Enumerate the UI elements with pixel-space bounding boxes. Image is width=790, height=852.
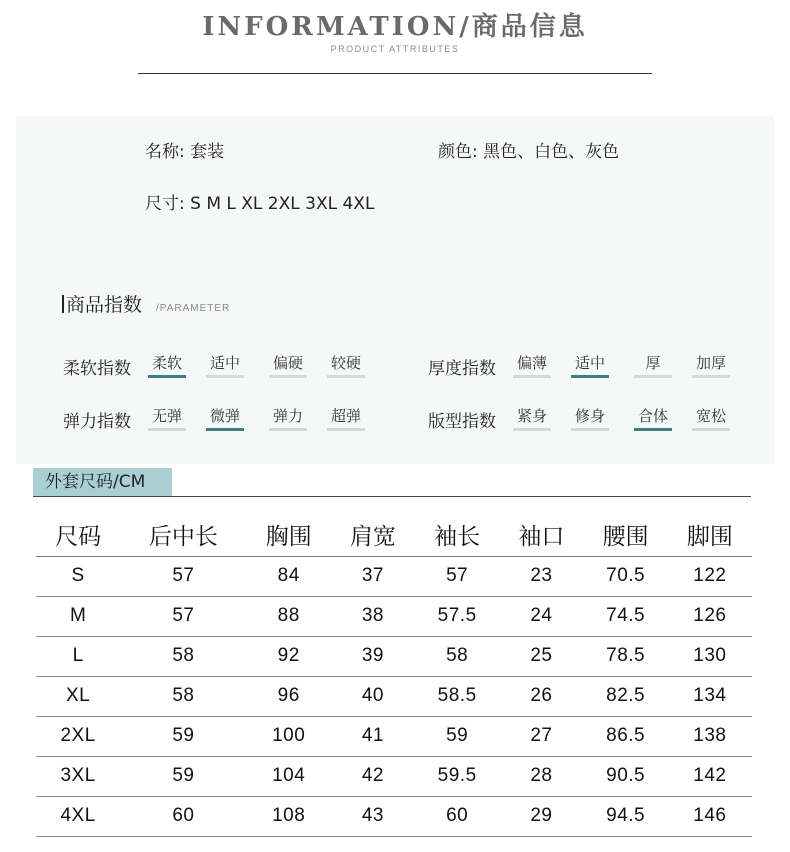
attr-color-label: 颜色: xyxy=(438,142,478,162)
table-cell: XL xyxy=(36,676,120,716)
table-cell: 70.5 xyxy=(584,556,668,596)
param-option: 适中 xyxy=(206,352,244,376)
table-row xyxy=(36,756,752,796)
table-cell: 58 xyxy=(120,636,246,676)
column-header: 袖长 xyxy=(415,514,499,556)
table-cell: 27 xyxy=(499,716,583,756)
attr-name xyxy=(145,137,224,162)
param-option: 偏硬 xyxy=(269,352,307,376)
param-option: 合体 xyxy=(634,405,672,429)
table-cell: 57 xyxy=(415,556,499,596)
table-row xyxy=(36,596,752,636)
table-cell: 38 xyxy=(331,596,415,636)
attr-name-value: 套装 xyxy=(190,142,225,162)
table-cell: 92 xyxy=(247,636,331,676)
column-header: 尺码 xyxy=(36,514,120,556)
table-cell: M xyxy=(36,596,120,636)
column-header: 袖口 xyxy=(499,514,583,556)
attr-color xyxy=(438,137,619,162)
attr-color-value: 黑色、白色、灰色 xyxy=(483,142,620,162)
param-option: 柔软 xyxy=(148,352,186,376)
table-cell: 3XL xyxy=(36,756,120,796)
table-row xyxy=(36,716,752,756)
table-cell: 2XL xyxy=(36,716,120,756)
table-cell: 146 xyxy=(668,796,752,836)
table-cell: 59.5 xyxy=(415,756,499,796)
table-cell: 134 xyxy=(668,676,752,716)
table-row xyxy=(36,636,752,676)
table-cell: 37 xyxy=(331,556,415,596)
table-cell: 25 xyxy=(499,636,583,676)
parameter-subtitle: /PARAMETER xyxy=(156,303,231,314)
param-option: 偏薄 xyxy=(513,352,551,376)
column-header: 脚围 xyxy=(668,514,752,556)
table-cell: 90.5 xyxy=(584,756,668,796)
column-header: 胸围 xyxy=(247,514,331,556)
table-cell: 86.5 xyxy=(584,716,668,756)
table-cell: 126 xyxy=(668,596,752,636)
param-option: 弹力 xyxy=(269,405,307,429)
table-cell: 59 xyxy=(120,716,246,756)
attr-size xyxy=(145,189,374,214)
table-cell: 88 xyxy=(247,596,331,636)
table-cell: 100 xyxy=(247,716,331,756)
param-label-fit: 版型指数 xyxy=(428,412,496,432)
table-cell: 138 xyxy=(668,716,752,756)
table-cell: 24 xyxy=(499,596,583,636)
table-cell: 94.5 xyxy=(584,796,668,836)
table-cell: 40 xyxy=(331,676,415,716)
table-row xyxy=(36,556,752,596)
param-option: 紧身 xyxy=(513,405,551,429)
column-header: 肩宽 xyxy=(331,514,415,556)
section-subtitle: PRODUCT ATTRIBUTES xyxy=(330,44,460,54)
table-cell: 122 xyxy=(668,556,752,596)
param-label-elasticity: 弹力指数 xyxy=(63,412,131,432)
parameter-heading xyxy=(62,290,230,317)
attr-size-label: 尺寸: xyxy=(145,194,185,214)
table-cell: 104 xyxy=(247,756,331,796)
table-cell: 42 xyxy=(331,756,415,796)
table-cell: S xyxy=(36,556,120,596)
table-cell: L xyxy=(36,636,120,676)
table-cell: 58 xyxy=(415,636,499,676)
table-cell: 58 xyxy=(120,676,246,716)
table-cell: 74.5 xyxy=(584,596,668,636)
table-cell: 58.5 xyxy=(415,676,499,716)
param-label-thickness: 厚度指数 xyxy=(428,359,496,379)
size-table xyxy=(36,514,752,837)
table-cell: 108 xyxy=(247,796,331,836)
size-chart-title: 外套尺码/CM xyxy=(33,468,172,497)
param-option: 宽松 xyxy=(692,405,730,429)
attr-size-value: S M L XL 2XL 3XL 4XL xyxy=(190,194,375,214)
table-cell: 96 xyxy=(247,676,331,716)
table-cell: 41 xyxy=(331,716,415,756)
table-cell: 23 xyxy=(499,556,583,596)
table-cell: 4XL xyxy=(36,796,120,836)
size-chart-divider xyxy=(33,496,751,497)
table-cell: 59 xyxy=(415,716,499,756)
column-header: 腰围 xyxy=(584,514,668,556)
param-option: 厚 xyxy=(634,352,672,376)
table-cell: 39 xyxy=(331,636,415,676)
table-row xyxy=(36,796,752,836)
table-cell: 28 xyxy=(499,756,583,796)
size-table-header-row xyxy=(36,514,752,556)
table-cell: 57 xyxy=(120,596,246,636)
param-option: 修身 xyxy=(571,405,609,429)
param-option: 超弹 xyxy=(327,405,365,429)
table-cell: 29 xyxy=(499,796,583,836)
header-divider xyxy=(138,73,652,74)
param-label-softness: 柔软指数 xyxy=(63,359,131,379)
table-cell: 59 xyxy=(120,756,246,796)
parameter-title: 商品指数 xyxy=(66,294,143,316)
section-header xyxy=(0,0,790,80)
param-option: 加厚 xyxy=(692,352,730,376)
param-option: 较硬 xyxy=(327,352,365,376)
param-option: 无弹 xyxy=(148,405,186,429)
table-row xyxy=(36,676,752,716)
table-cell: 57.5 xyxy=(415,596,499,636)
table-cell: 43 xyxy=(331,796,415,836)
table-cell: 82.5 xyxy=(584,676,668,716)
param-option: 微弹 xyxy=(206,405,244,429)
table-cell: 130 xyxy=(668,636,752,676)
column-header: 后中长 xyxy=(120,514,246,556)
table-cell: 142 xyxy=(668,756,752,796)
table-cell: 57 xyxy=(120,556,246,596)
table-cell: 78.5 xyxy=(584,636,668,676)
table-cell: 60 xyxy=(415,796,499,836)
heading-marker xyxy=(62,295,64,313)
table-cell: 84 xyxy=(247,556,331,596)
table-cell: 60 xyxy=(120,796,246,836)
table-cell: 26 xyxy=(499,676,583,716)
section-title: INFORMATION/商品信息 xyxy=(202,12,588,42)
param-option: 适中 xyxy=(571,352,609,376)
attr-name-label: 名称: xyxy=(145,142,185,162)
